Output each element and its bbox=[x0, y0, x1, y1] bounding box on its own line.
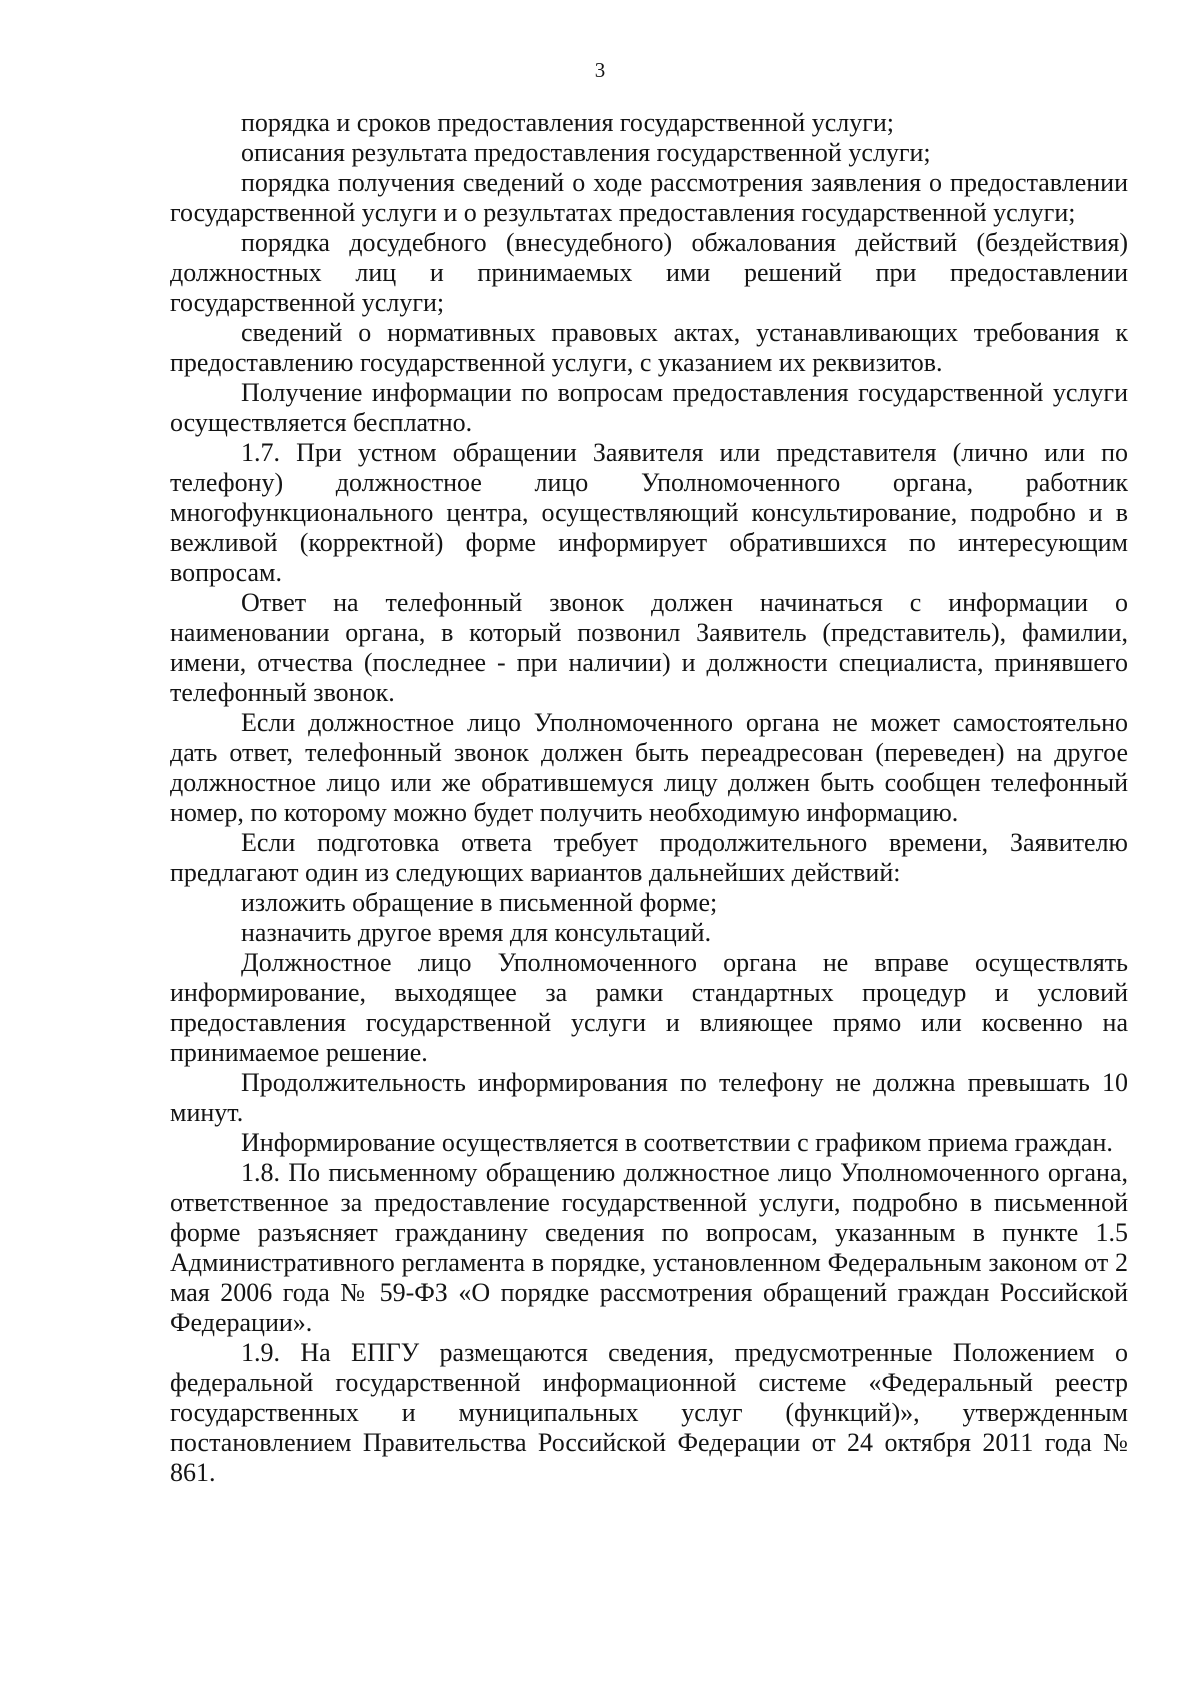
paragraph: Должностное лицо Уполномоченного органа не вправе осуществлять информирование, выходящее за рамки стандартных процедур и условий предоставления государственной услуги и влияющее прямо или косвенно на принимаемое решение. bbox=[170, 948, 1128, 1067]
paragraph: назначить другое время для консультаций. bbox=[241, 918, 712, 947]
paragraph: 1.8. По письменному обращению должностное лицо Уполномоченного органа, ответственное за предоставление государственной услуги, подробно в письменной форме разъясняет гражданину сведения по вопросам, указанным в пункте 1.5 Административного регламента в порядке, установленном Федеральным законом от 2 мая 2006 года № 59-ФЗ «О порядке рассмотрения обращений граждан Российской Федерации». bbox=[170, 1158, 1128, 1337]
paragraph: 1.7. При устном обращении Заявителя или представителя (лично или по телефону) должностное лицо Уполномоченного органа, работник многофункционального центра, осуществляющий консультирование, подробно и в вежливой (корректной) форме информирует обратившихся по интересующим вопросам. bbox=[170, 438, 1128, 587]
paragraph: Если должностное лицо Уполномоченного органа не может самостоятельно дать ответ, телефонный звонок должен быть переадресован (переведен) на другое должностное лицо или же обратившемуся лицу должен быть сообщен телефонный номер, по которому можно будет получить необходимую информацию. bbox=[170, 708, 1128, 827]
page-number: 3 bbox=[594, 58, 606, 82]
paragraph: порядка и сроков предоставления государственной услуги; bbox=[241, 108, 895, 137]
paragraph: Получение информации по вопросам предоставления государственной услуги осуществляется бесплатно. bbox=[170, 378, 1128, 437]
paragraph: Если подготовка ответа требует продолжительного времени, Заявителю предлагают один из следующих вариантов дальнейших действий: bbox=[170, 828, 1128, 887]
paragraph: порядка получения сведений о ходе рассмотрения заявления о предоставлении государственной услуги и о результатах предоставления государственной услуги; bbox=[170, 168, 1128, 227]
paragraph: 1.9. На ЕПГУ размещаются сведения, предусмотренные Положением о федеральной государственной информационной системе «Федеральный реестр государственных и муниципальных услуг (функций)», утвержденным постановлением Правительства Российской Федерации от 24 октября 2011 года № 861. bbox=[170, 1338, 1128, 1487]
paragraph: Продолжительность информирования по телефону не должна превышать 10 минут. bbox=[170, 1068, 1128, 1127]
paragraph: Информирование осуществляется в соответствии с графиком приема граждан. bbox=[241, 1128, 1113, 1157]
paragraph: Ответ на телефонный звонок должен начинаться с информации о наименовании органа, в который позвонил Заявитель (представитель), фамилии, имени, отчества (последнее - при наличии) и должности специалиста, принявшего телефонный звонок. bbox=[170, 588, 1128, 707]
paragraph: описания результата предоставления государственной услуги; bbox=[241, 138, 931, 167]
paragraph: сведений о нормативных правовых актах, устанавливающих требования к предоставлению государственной услуги, с указанием их реквизитов. bbox=[170, 318, 1128, 377]
paragraph: изложить обращение в письменной форме; bbox=[241, 888, 718, 917]
paragraph: порядка досудебного (внесудебного) обжалования действий (бездействия) должностных лиц и принимаемых ими решений при предоставлении государственной услуги; bbox=[170, 228, 1128, 317]
document-body bbox=[170, 108, 1128, 1488]
